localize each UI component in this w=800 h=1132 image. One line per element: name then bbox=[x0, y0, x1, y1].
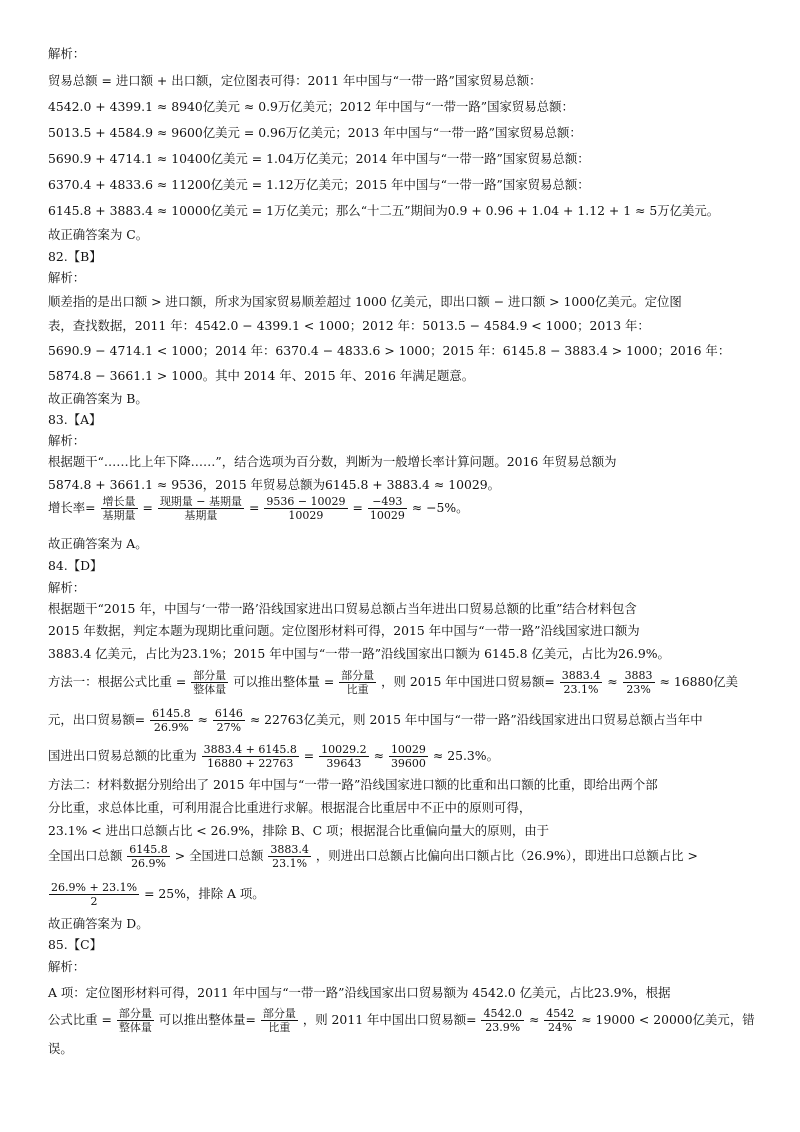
text-line: A 项：定位图形材料可得，2011 年中国与“一带一路”沿线国家出口贸易额为 4542.0 亿美元，占比23.9%，根据 bbox=[48, 985, 671, 1000]
question-number: 83.【A】 bbox=[48, 412, 102, 427]
formula-line: 公式比重 = 部分量 整体量 可以推出整体量= 部分量 比重 ，则 2011 年中国出口贸易额= $\frac{4542.0}{23.9\%}$ ≈ $\frac{4542}{24\%}$ ≈ 19000 < 20000亿美元，错 bbox=[48, 1007, 755, 1034]
fraction: $\frac{9536 - 10029}{10029}$ bbox=[266, 495, 346, 522]
formula-line: 增长率= 增长量 基期量 = 现期量 − 基期量 基期量 = $\frac{9536 - 10029}{10029}$ = $\frac{-493}{10029}$ ≈ −5%。 bbox=[48, 495, 469, 522]
question-number: 85.【C】 bbox=[48, 937, 102, 952]
formula-line: 元，出口贸易额= $\frac{6145.8}{26.9\%}$ ≈ $\frac{6146}{27\%}$ ≈ 22763亿美元，则 2015 年中国与“一带一路”沿线国家进出口贸易总额占当年中 bbox=[48, 707, 703, 734]
text-line: 23.1% < 进出口总额占比 < 26.9%，排除 B、C 项；根据混合比重偏向量大的原则，由于 bbox=[48, 823, 550, 838]
fraction: $\frac{3883.4}{23.1\%}$ bbox=[270, 843, 309, 870]
formula-line: 国进出口贸易总额的比重为 $\frac{3883.4 + 6145.8}{16880 + 22763}$ = $\frac{10029.2}{39643}$ ≈ $\frac{10029}{39600}$ ≈ 25.3%。 bbox=[48, 743, 499, 770]
text-line: 5874.8 + 3661.1 ≈ 9536，2015 年贸易总额为6145.8 + 3883.4 ≈ 10029。 bbox=[48, 477, 501, 492]
text-line: 分比重，求总体比重，可利用混合比重进行求解。根据混合比重居中不正中的原则可得， bbox=[48, 800, 532, 815]
formula-line: 方法一：根据公式比重 = 部分量 整体量 可以推出整体量 = 部分量 比重 ，则 2015 年中国进口贸易额= $\frac{3883.4}{23.1\%}$ ≈ $\frac{3883}{23\%}$ ≈ 16880亿美 bbox=[48, 669, 739, 696]
fraction: $\frac{6146}{27\%}$ bbox=[214, 707, 243, 734]
text-line: 解析： bbox=[48, 46, 86, 61]
text-line: 根据题干“2015 年，中国与‘一带一路’沿线国家进出口贸易总额占当年进出口贸易总额的比重”结合材料包含 bbox=[48, 601, 637, 616]
question-number: 84.【D】 bbox=[48, 558, 103, 573]
text-line: 顺差指的是出口额 > 进口额，所求为国家贸易顺差超过 1000 亿美元，即出口额 − 进口额 > 1000亿美元。定位图 bbox=[48, 294, 682, 309]
text-line: 表，查找数据，2011 年：4542.0 − 4399.1 < 1000；2012 年：5013.5 − 4584.9 < 1000；2013 年： bbox=[48, 318, 650, 333]
fraction: $\frac{4542.0}{23.9\%}$ bbox=[483, 1007, 522, 1034]
answer-line: 故正确答案为 D。 bbox=[48, 916, 149, 931]
fraction: $\frac{10029}{39600}$ bbox=[390, 743, 426, 770]
answer-line: 故正确答案为 A。 bbox=[48, 536, 148, 551]
question-number: 82.【B】 bbox=[48, 249, 102, 264]
text-line: 6145.8 + 3883.4 ≈ 10000亿美元 = 1万亿美元；那么“十二五”期间为0.9 + 0.96 + 1.04 + 1.12 + 1 ≈ 5万亿美元。 bbox=[48, 203, 720, 218]
fraction: $\frac{6145.8}{26.9\%}$ bbox=[129, 843, 168, 870]
formula-line: 全国出口总额 $\frac{6145.8}{26.9\%}$ > 全国进口总额 $\frac{3883.4}{23.1\%}$ ，则进出口总额占比偏向出口额占比（26.9%），即进出口总额占比 > bbox=[48, 843, 698, 870]
fraction: $\frac{4542}{24\%}$ bbox=[546, 1007, 575, 1034]
text-line: 4542.0 + 4399.1 ≈ 8940亿美元 ≈ 0.9万亿美元；2012 年中国与“一带一路”国家贸易总额： bbox=[48, 99, 574, 114]
fraction: 增长量 基期量 bbox=[102, 495, 136, 522]
text-line: 误。 bbox=[48, 1041, 73, 1056]
answer-line: 故正确答案为 C。 bbox=[48, 227, 149, 242]
fraction: 部分量 比重 bbox=[262, 1007, 296, 1034]
fraction: 部分量 比重 bbox=[341, 669, 375, 696]
text-line: 6370.4 + 4833.6 ≈ 11200亿美元 = 1.12万亿美元；2015 年中国与“一带一路”国家贸易总额： bbox=[48, 177, 590, 192]
fraction: $\frac{26.9\% + 23.1\%}{2}$ bbox=[51, 881, 138, 908]
text-line: 解析： bbox=[48, 959, 86, 974]
text-line: 根据题干“……比上年下降……”，结合选项为百分数，判断为一般增长率计算问题。2016 年贸易总额为 bbox=[48, 454, 617, 469]
answer-line: 故正确答案为 B。 bbox=[48, 391, 148, 406]
text-line: 5690.9 − 4714.1 < 1000；2014 年：6370.4 − 4833.6 > 1000；2015 年：6145.8 − 3883.4 > 1000；2016 年： bbox=[48, 343, 731, 358]
text-line: 贸易总额 = 进口额 + 出口额，定位图表可得：2011 年中国与“一带一路”国家贸易总额： bbox=[48, 73, 542, 88]
fraction: $\frac{-493}{10029}$ bbox=[369, 495, 405, 522]
fraction: $\frac{6145.8}{26.9\%}$ bbox=[152, 707, 191, 734]
fraction: $\frac{3883.4}{23.1\%}$ bbox=[561, 669, 601, 696]
text-line: 5874.8 − 3661.1 > 1000。其中 2014 年、2015 年、2016 年满足题意。 bbox=[48, 368, 475, 383]
text: 增长率= bbox=[48, 500, 96, 515]
text-line: 3883.4 亿美元，占比为23.1%；2015 年中国与“一带一路”沿线国家出口额为 6145.8 亿美元，占比为26.9%。 bbox=[48, 646, 670, 661]
text-line: 解析： bbox=[48, 580, 86, 595]
text-line: 方法二：材料数据分别给出了 2015 年中国与“一带一路”沿线国家进口额的比重和出口额的比重，即给出两个部 bbox=[48, 777, 658, 792]
fraction: 部分量 整体量 bbox=[193, 669, 227, 696]
text-line: 5690.9 + 4714.1 ≈ 10400亿美元 = 1.04万亿美元；2014 年中国与“一带一路”国家贸易总额： bbox=[48, 151, 590, 166]
fraction: 部分量 整体量 bbox=[118, 1007, 152, 1034]
fraction: $\frac{3883}{23\%}$ bbox=[624, 669, 653, 696]
fraction: 现期量 − 基期量 基期量 bbox=[159, 495, 243, 522]
formula-line: $\frac{26.9\% + 23.1\%}{2}$ = 25%，排除 A 项。 bbox=[51, 881, 265, 908]
text-line: 5013.5 + 4584.9 ≈ 9600亿美元 = 0.96万亿美元；2013 年中国与“一带一路”国家贸易总额： bbox=[48, 125, 582, 140]
fraction: $\frac{10029.2}{39643}$ bbox=[321, 743, 367, 770]
text-line: 解析： bbox=[48, 270, 86, 285]
fraction: $\frac{3883.4 + 6145.8}{16880 + 22763}$ bbox=[203, 743, 297, 770]
text-line: 解析： bbox=[48, 433, 86, 448]
text-line: 2015 年数据，判定本题为现期比重问题。定位图形材料可得，2015 年中国与“一带一路”沿线国家进口额为 bbox=[48, 623, 640, 638]
